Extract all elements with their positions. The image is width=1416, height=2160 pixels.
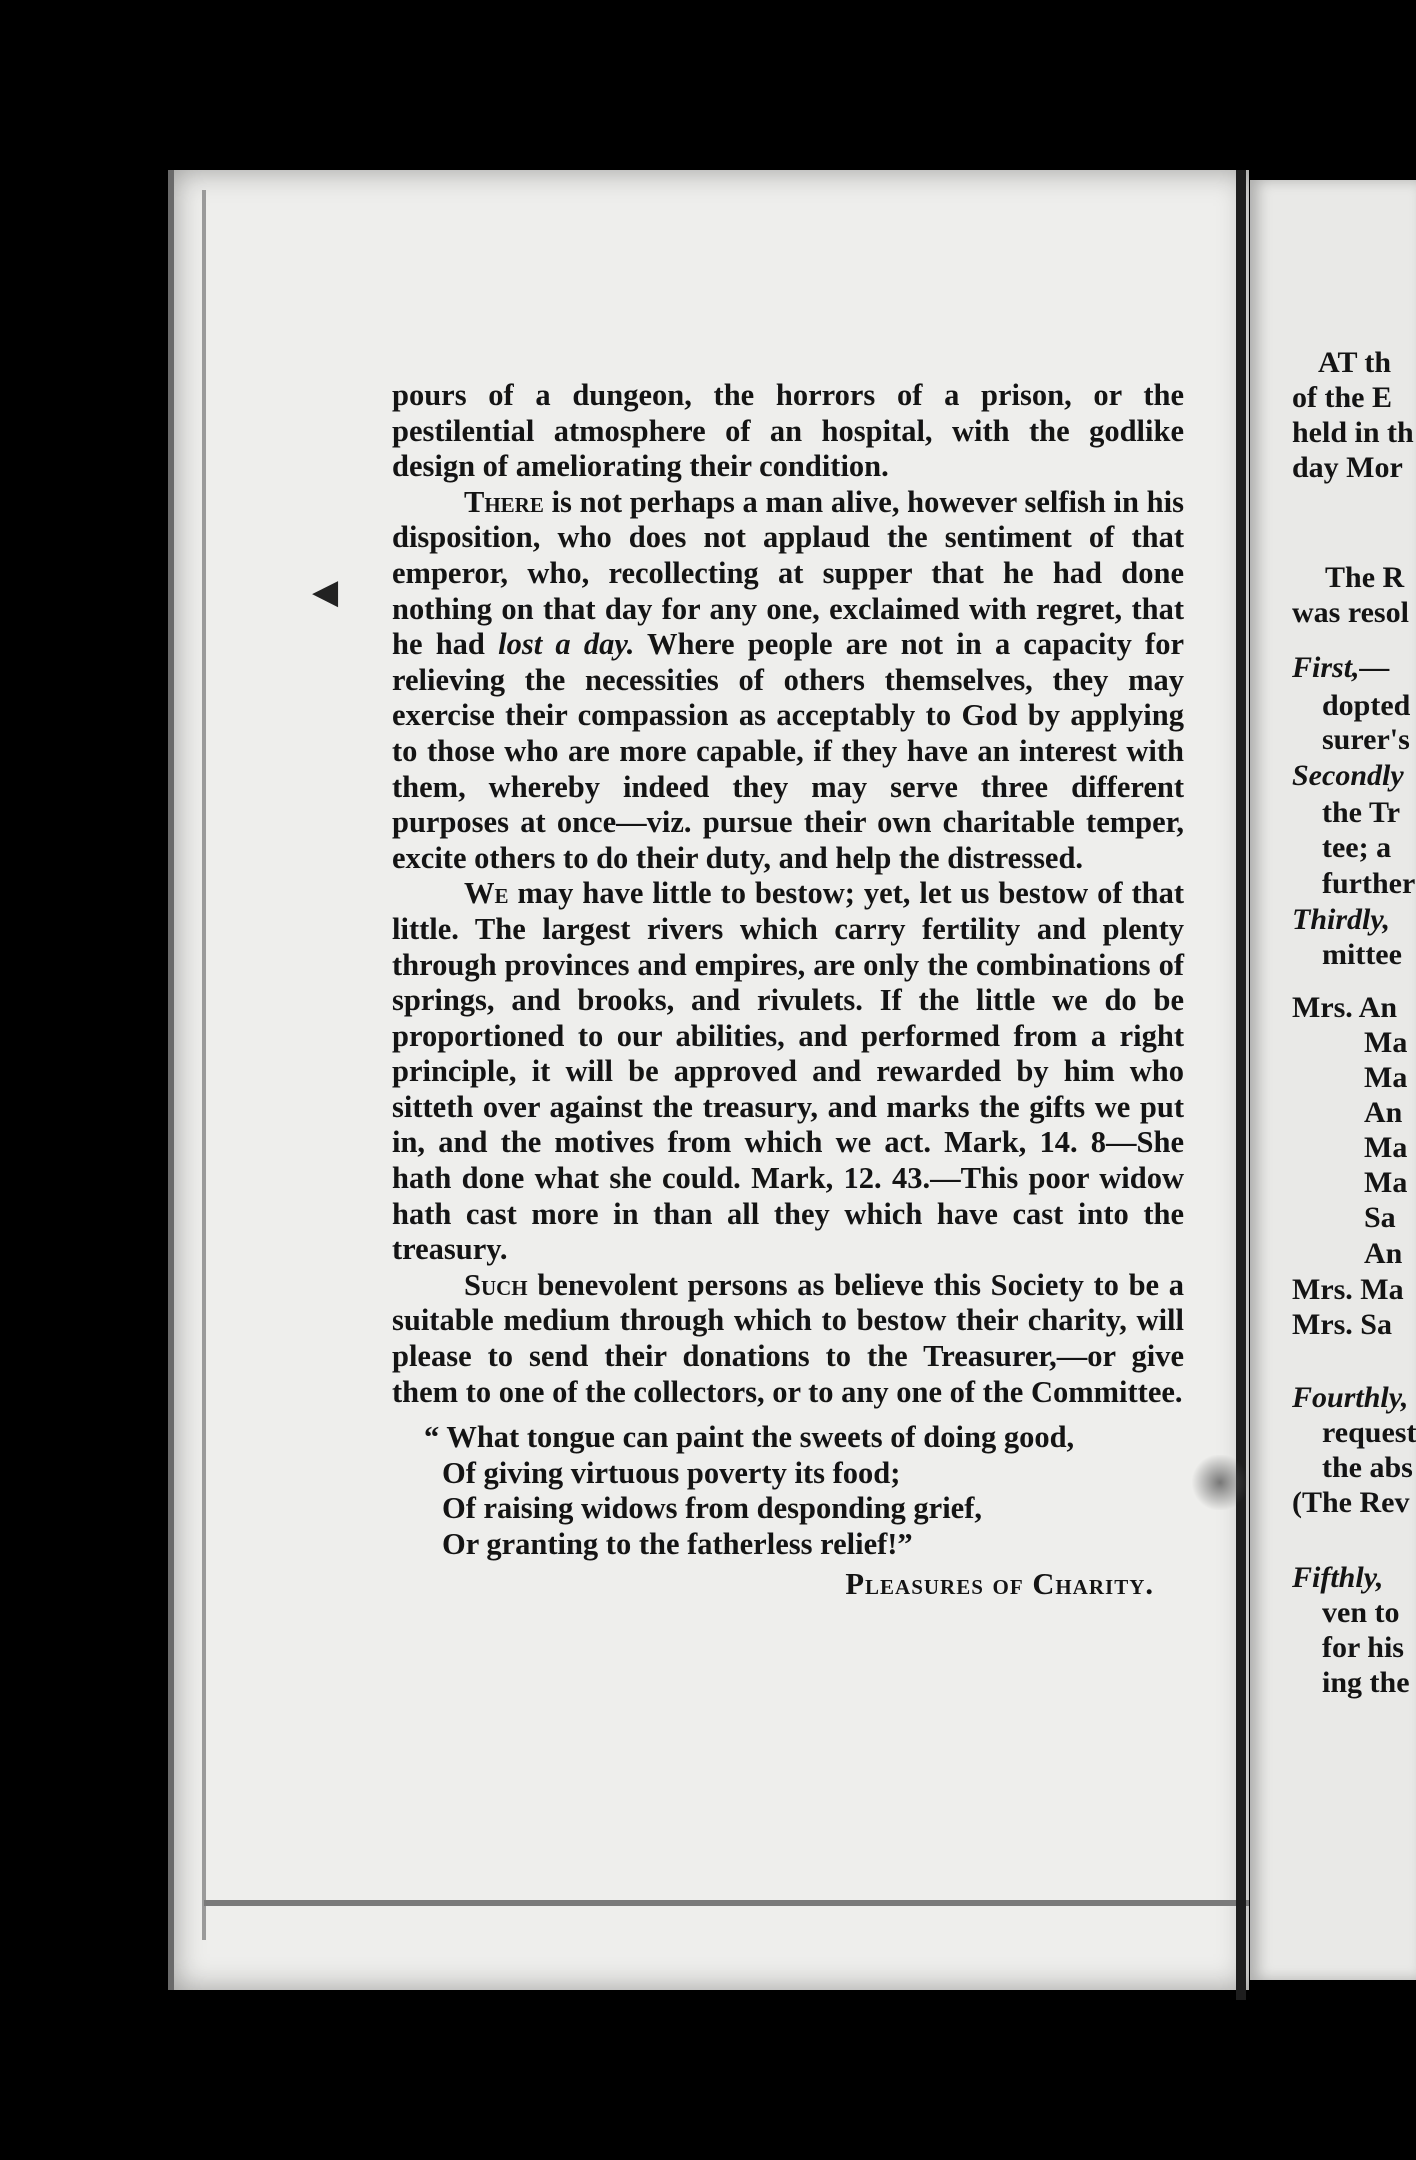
right-page-line: Mrs. Ma <box>1292 1273 1404 1306</box>
right-page-line: An <box>1364 1096 1403 1129</box>
poem-attribution: Pleasures of Charity. <box>845 1566 1154 1601</box>
poem-line: Of raising widows from desponding grief, <box>442 1491 983 1526</box>
right-page-line: mittee <box>1322 938 1402 971</box>
right-page-line: request <box>1322 1416 1416 1449</box>
paragraph-text: benevolent persons as believe this Society to be a suitable medium through which to bestow their charity, will please to send their donations to the Treasurer,—or give them to one of the collectors, or to any one of the Committee. <box>392 1267 1184 1409</box>
right-page-line: Thirdly, <box>1292 903 1391 936</box>
triangle-mark-icon: ◀ <box>312 572 339 612</box>
paragraph-lead: There <box>464 484 544 519</box>
right-page-line: Ma <box>1364 1166 1408 1199</box>
right-page-line: ven to <box>1322 1596 1400 1629</box>
italic-phrase: lost a day. <box>498 627 635 662</box>
right-page-line: Fourthly, <box>1292 1381 1409 1414</box>
paragraph <box>392 485 1184 877</box>
poem-line: Or granting to the fatherless relief!” <box>442 1527 913 1561</box>
paragraph <box>392 876 1184 1268</box>
right-page-line: the Tr <box>1322 796 1401 829</box>
right-page-line: further <box>1322 867 1416 900</box>
right-page-line: dopted <box>1322 689 1411 722</box>
paragraph-text: is not perhaps a man alive, however selfish in his disposition, who does not applaud the sentiment of that emperor, who, recollecting at supper that he had done nothing on that day for any one, exclaimed with regret, that he had <box>392 484 1184 662</box>
right-page-line: tee; a <box>1322 831 1392 864</box>
right-page-line: Mrs. Sa <box>1292 1308 1392 1341</box>
book-gutter <box>1236 170 1246 2000</box>
poem-line: “ What tongue can paint the sweets of doing good, <box>424 1420 1075 1455</box>
paragraph <box>392 378 1184 485</box>
right-page-line: First,— <box>1292 651 1390 684</box>
right-page-line: Sa <box>1364 1201 1396 1234</box>
right-page-line: of the E <box>1292 381 1392 414</box>
paragraph <box>392 1268 1184 1410</box>
right-page-line: the abs <box>1322 1451 1413 1484</box>
right-page-line: held in th <box>1292 416 1414 449</box>
right-page-line: (The Rev <box>1292 1486 1410 1519</box>
right-page-line: The R <box>1325 561 1405 594</box>
right-page-line: day Mor <box>1292 451 1403 484</box>
left-page-text <box>392 378 1184 1602</box>
right-page-line: Fifthly, <box>1292 1561 1384 1594</box>
right-page-line: AT th <box>1318 346 1392 379</box>
right-page-line: ing the <box>1322 1666 1410 1699</box>
paragraph-text-continued: Where people are not in a capacity for relieving the necessities of others themselves, they may exercise their compassion as acceptably to God by applying to those who are more capable, if they have an interest with them, whereby indeed they may serve three different purposes at once—viz. pursue their own charitable temper, excite others to do their duty, and help the distressed. <box>392 627 1184 875</box>
right-page-line: Mrs. An <box>1292 991 1397 1024</box>
right-page-line: Ma <box>1364 1026 1408 1059</box>
right-page-line: surer's <box>1322 723 1410 756</box>
paragraph-text: may have little to bestow; yet, let us bestow of that little. The largest rivers which carry fertility and plenty through provinces and empires, are only the combinations of springs, and brooks, and rivulets. If the little we do be proportioned to our abilities, and performed from a right principle, it will be approved and rewarded by him who sitteth over against the treasury, and marks the gifts we put in, and the motives from which we act. Mark, 14. 8—She hath done what she could. Mark, 12. 43.—This poor widow hath cast more in than all they which have cast into the treasury. <box>392 876 1184 1267</box>
right-page-line: Ma <box>1364 1131 1408 1164</box>
right-page-line: for his <box>1322 1631 1404 1664</box>
poem-quote <box>392 1420 1184 1562</box>
right-page-line: Ma <box>1364 1061 1408 1094</box>
paragraph-text: pours of a dungeon, the horrors of a prison, or the pestilential atmosphere of an hospital, with the godlike design of ameliorating their condition. <box>392 378 1184 484</box>
paragraph-lead: We <box>464 876 509 911</box>
right-page-line: An <box>1364 1237 1403 1270</box>
right-page-line: was resol <box>1292 596 1409 629</box>
ink-smudge <box>1190 1455 1250 1510</box>
right-page-line: Secondly <box>1292 759 1404 792</box>
paragraph-lead: Such <box>464 1267 528 1302</box>
poem-line: Of giving virtuous poverty its food; <box>442 1455 901 1490</box>
